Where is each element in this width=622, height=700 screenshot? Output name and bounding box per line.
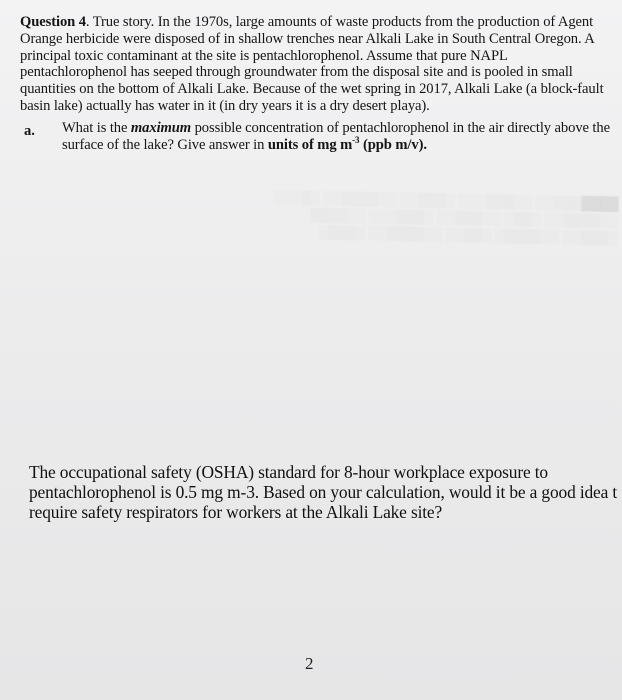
question-label: Question 4 bbox=[20, 14, 86, 30]
part-a-maximum: maximum bbox=[130, 120, 192, 136]
part-a-units bbox=[267, 134, 427, 153]
osha-line-1: The occupational safety (OSHA) standard for 8-hour workplace exposure to bbox=[29, 462, 548, 482]
part-a-letter: a. bbox=[24, 123, 35, 139]
osha-line-2: pentachlorophenol is 0.5 mg m-3. Based on your calculation, would it be a good idea t bbox=[29, 482, 618, 503]
units-exponent: -3 bbox=[352, 134, 360, 145]
part-a-question bbox=[62, 120, 610, 154]
part-a-text-2: possible concentration of pentachlorophenol in the air directly above the surface of the lake? Give answer in bbox=[62, 120, 610, 153]
question-intro-text: . True story. In the 1970s, large amounts of waste products from the production of Agent Orange herbicide were disposed of in shallow trenches near Alkali Lake in South Central Oregon. A principal toxic contaminant at the site is pentachlorophenol. Assume that pure NAPL pentachlorophenol has seeped through groundwater from the disposal site and is pooled in small quantities on the bottom of Alkali Lake. Because of the wet spring in 2017, Alkali Lake (a block-fault basin lake) actually has water in it (in dry years it is a dry desert playa). bbox=[20, 14, 604, 114]
osha-line-3: require safety respirators for workers at the Alkali Lake site? bbox=[29, 502, 443, 523]
units-label: units of mg m bbox=[267, 136, 353, 153]
faint-bleed-through: ████▒▒▒░░ ░░▒▒▒░░░ ░▒▒▒░░ ░░▒▒▒▒░░ ░▒░░░ ░░▒▒▒▒░░ ░▒▒░ ░░▒▒▒░░ ░▒▒▒░░░ ░░▒▒▒▒ ░▒▒▒░░ ░░▒▒▒▒░ ░▒▒░░ ░░▒▒▒▒░░ ░▒▒▒░ bbox=[273, 188, 619, 246]
units-ppb: (ppb m/v). bbox=[359, 136, 427, 153]
question-4-intro bbox=[20, 14, 610, 115]
part-a-text-1: What is the bbox=[62, 120, 131, 136]
osha-question bbox=[29, 462, 621, 523]
page-number: 2 bbox=[305, 654, 314, 673]
